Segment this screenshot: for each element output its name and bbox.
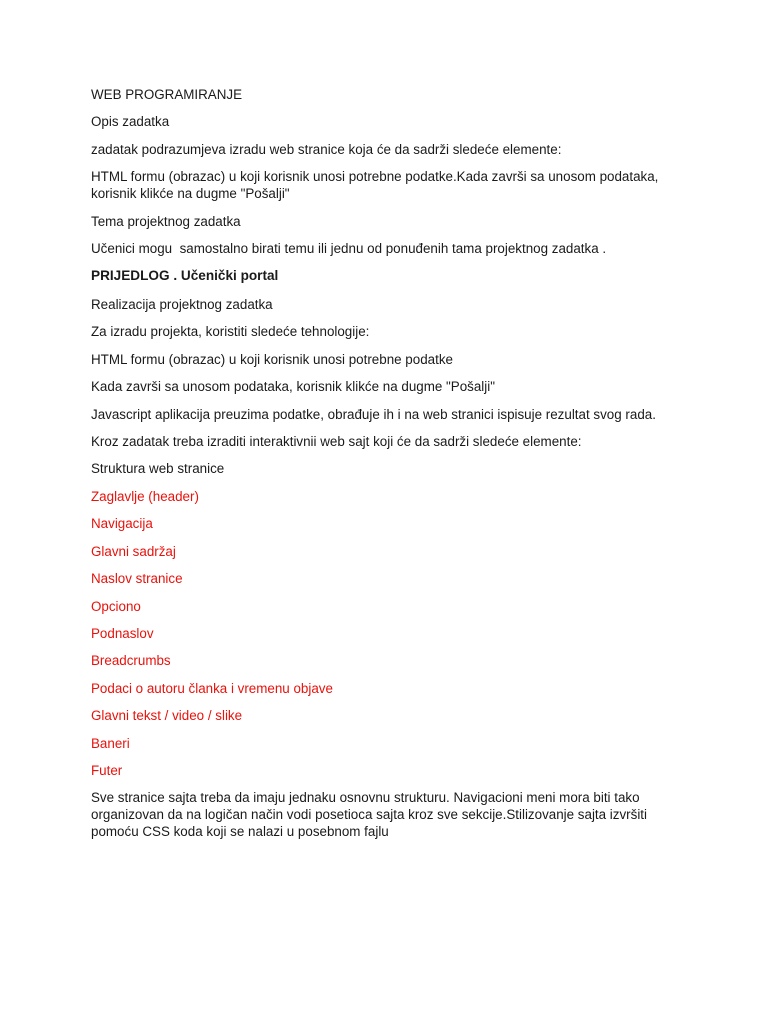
tehnologije-text: Za izradu projekta, koristiti sledeće tehnologije: — [91, 324, 370, 339]
element-list-item: Opciono — [91, 599, 141, 614]
element-list-item: Breadcrumbs — [91, 653, 171, 668]
element-list-item: Zaglavlje (header) — [91, 489, 199, 504]
element-list-item: Futer — [91, 763, 123, 778]
tech-html-item: HTML formu (obrazac) u koji korisnik unosi potrebne podatke — [91, 352, 453, 367]
html-form-paragraph: HTML formu (obrazac) u koji korisnik unosi potrebne podatke.Kada završi sa unosom podataka, korisnik klikće na dugme "Pošalji" — [91, 169, 663, 201]
closing-paragraph: Sve stranice sajta treba da imaju jednaku osnovnu strukturu. Navigacioni meni mora biti tako organizovan da na logičan način vodi posetioca sajta kroz sve sekcije.Stilizovanje sajta izvršiti pomoću CSS koda koji se nalazi u posebnom fajlu — [91, 790, 651, 839]
kroz-text: Kroz zadatak treba izraditi interaktivnii web sajt koji će da sadrži sledeće elemente: — [91, 434, 582, 449]
tema-heading: Tema projektnog zadatka — [91, 214, 241, 229]
opis-text: zadatak podrazumjeva izradu web stranice koja će da sadrži sledeće elemente: — [91, 142, 562, 157]
document-title: WEB PROGRAMIRANJE — [91, 87, 243, 102]
element-list-item: Baneri — [91, 736, 130, 751]
struktura-heading: Struktura web stranice — [91, 461, 225, 476]
element-list-item: Glavni tekst / video / slike — [91, 708, 243, 723]
tech-submit-item: Kada završi sa unosom podataka, korisnik klikće na dugme "Pošalji" — [91, 379, 495, 394]
element-list-item: Glavni sadržaj — [91, 544, 176, 559]
tema-text: Učenici mogu samostalno birati temu ili jednu od ponuđenih tama projektnog zadatka . — [91, 241, 607, 256]
realizacija-heading: Realizacija projektnog zadatka — [91, 297, 273, 312]
element-list-item: Navigacija — [91, 516, 153, 531]
prijedlog-heading: PRIJEDLOG . Učenički portal — [91, 268, 279, 283]
tech-js-item: Javascript aplikacija preuzima podatke, obrađuje ih i na web stranici ispisuje rezultat svog rada. — [91, 407, 656, 422]
opis-heading: Opis zadatka — [91, 114, 170, 129]
element-list-item: Podnaslov — [91, 626, 154, 641]
element-list-item: Naslov stranice — [91, 571, 183, 586]
element-list-item: Podaci o autoru članka i vremenu objave — [91, 681, 333, 696]
